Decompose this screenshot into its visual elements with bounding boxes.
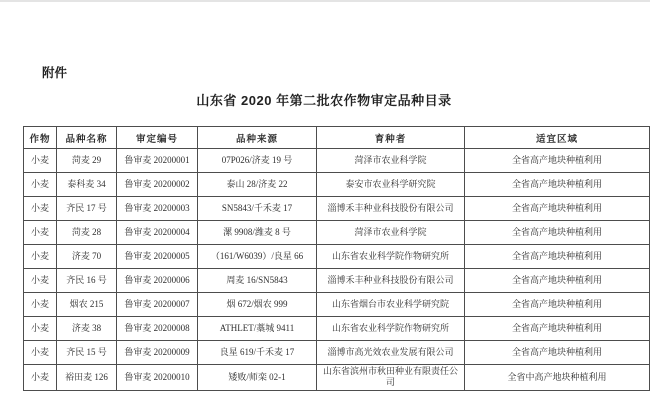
table-cell: 小麦 xyxy=(24,173,57,197)
table-cell: 全省高产地块种植利用 xyxy=(465,221,650,245)
table-cell: 鲁审麦 20200008 xyxy=(117,317,198,341)
table-row xyxy=(24,365,650,391)
table-cell: 菏麦 28 xyxy=(57,221,117,245)
table-cell: 淄博禾丰种业科技股份有限公司 xyxy=(317,269,465,293)
table-row xyxy=(24,269,650,293)
table-cell: ATHLET/藁城 9411 xyxy=(198,317,317,341)
table-row xyxy=(24,341,650,365)
table-cell: 全省高产地块种植利用 xyxy=(465,317,650,341)
table-cell: 小麦 xyxy=(24,341,57,365)
table-body xyxy=(24,149,650,391)
page-top-edge xyxy=(0,0,650,2)
table-cell: SN5843/千禾麦 17 xyxy=(198,197,317,221)
table-cell: 鲁审麦 20200007 xyxy=(117,293,198,317)
table-cell: 泰科麦 34 xyxy=(57,173,117,197)
table-cell: 周麦 16/SN5843 xyxy=(198,269,317,293)
table-row xyxy=(24,245,650,269)
table-row xyxy=(24,317,650,341)
table-cell: 小麦 xyxy=(24,317,57,341)
table-cell: 鲁审麦 20200005 xyxy=(117,245,198,269)
table-cell: 齐民 16 号 xyxy=(57,269,117,293)
table-cell: 全省高产地块种植利用 xyxy=(465,197,650,221)
table-cell: 淄博禾丰种业科技股份有限公司 xyxy=(317,197,465,221)
table-cell: 漯 9908/潍麦 8 号 xyxy=(198,221,317,245)
table-cell: 鲁审麦 20200004 xyxy=(117,221,198,245)
attachment-label: 附件 xyxy=(42,66,68,80)
table-cell: 全省高产地块种植利用 xyxy=(465,293,650,317)
column-header: 育种者 xyxy=(317,127,465,149)
table-cell: 泰山 28/济麦 22 xyxy=(198,173,317,197)
table-header-row xyxy=(24,127,650,149)
table-cell: 07P026/济麦 19 号 xyxy=(198,149,317,173)
table-row xyxy=(24,197,650,221)
table-cell: 全省高产地块种植利用 xyxy=(465,269,650,293)
table-cell: 齐民 17 号 xyxy=(57,197,117,221)
table-row xyxy=(24,293,650,317)
table-cell: 小麦 xyxy=(24,197,57,221)
column-header: 品种名称 xyxy=(57,127,117,149)
table-cell: 小麦 xyxy=(24,365,57,391)
table-cell: 菏泽市农业科学院 xyxy=(317,221,465,245)
table-cell: 小麦 xyxy=(24,149,57,173)
table-cell: 鲁审麦 20200006 xyxy=(117,269,198,293)
table-cell: 小麦 xyxy=(24,245,57,269)
table-cell: 全省高产地块种植利用 xyxy=(465,245,650,269)
table-cell: 鲁审麦 20200009 xyxy=(117,341,198,365)
table-cell: 小麦 xyxy=(24,269,57,293)
table-cell: 鲁审麦 20200001 xyxy=(117,149,198,173)
table-cell: 淄博市高光效农业发展有限公司 xyxy=(317,341,465,365)
table-cell: 山东省滨州市秋田种业有限责任公司 xyxy=(317,365,465,391)
table-cell: 良星 619/千禾麦 17 xyxy=(198,341,317,365)
table-cell: 鲁审麦 20200002 xyxy=(117,173,198,197)
table-cell: 全省高产地块种植利用 xyxy=(465,149,650,173)
table-cell: 济麦 38 xyxy=(57,317,117,341)
table-cell: 泰安市农业科学研究院 xyxy=(317,173,465,197)
column-header: 品种来源 xyxy=(198,127,317,149)
table-cell: 鲁审麦 20200003 xyxy=(117,197,198,221)
variety-catalog-table xyxy=(23,126,650,391)
table-cell: 山东省农业科学院作物研究所 xyxy=(317,317,465,341)
page-title: 山东省 2020 年第二批农作物审定品种目录 xyxy=(196,93,452,108)
table-cell: 全省高产地块种植利用 xyxy=(465,341,650,365)
table-cell: 矮败/师栾 02-1 xyxy=(198,365,317,391)
table-cell: 全省高产地块种植利用 xyxy=(465,173,650,197)
table-row xyxy=(24,173,650,197)
table-cell: 山东省烟台市农业科学研究院 xyxy=(317,293,465,317)
table-cell: 烟农 215 xyxy=(57,293,117,317)
table-cell: 鲁审麦 20200010 xyxy=(117,365,198,391)
table-cell: 全省中高产地块种植利用 xyxy=(465,365,650,391)
table-cell: 菏泽市农业科学院 xyxy=(317,149,465,173)
table-row xyxy=(24,221,650,245)
table-cell: 齐民 15 号 xyxy=(57,341,117,365)
table-cell: 裕田麦 126 xyxy=(57,365,117,391)
table-cell: 小麦 xyxy=(24,221,57,245)
table-cell: 菏麦 29 xyxy=(57,149,117,173)
table-cell: 山东省农业科学院作物研究所 xyxy=(317,245,465,269)
column-header: 作物 xyxy=(24,127,57,149)
table-row xyxy=(24,149,650,173)
table-cell: 济麦 70 xyxy=(57,245,117,269)
column-header: 适宜区域 xyxy=(465,127,650,149)
table-cell: 烟 672/烟农 999 xyxy=(198,293,317,317)
table-cell: （161/W6039）/良星 66 xyxy=(198,245,317,269)
table-cell: 小麦 xyxy=(24,293,57,317)
column-header: 审定编号 xyxy=(117,127,198,149)
